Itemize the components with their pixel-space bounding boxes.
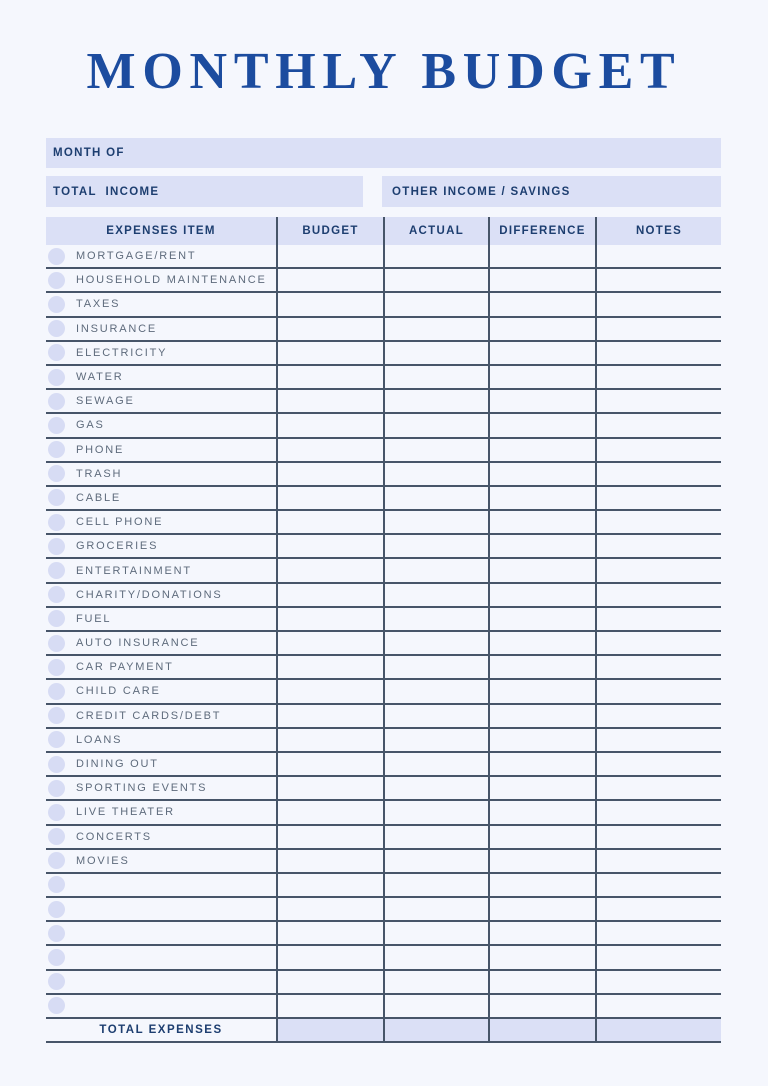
notes-cell [595,293,721,315]
notes-cell [595,874,721,896]
budget-cell [276,680,383,702]
expense-item-cell [46,390,276,412]
expense-row [46,922,721,946]
budget-cell [276,995,383,1017]
budget-cell [276,342,383,364]
notes-cell [595,922,721,944]
actual-cell [383,729,488,751]
budget-cell [276,245,383,267]
bullet-circle-icon [48,441,65,458]
expense-item-cell [46,801,276,823]
bullet-circle-icon [48,538,65,555]
bullet-circle-icon [48,659,65,676]
notes-cell [595,656,721,678]
bullet-circle-icon [48,901,65,918]
difference-cell [488,753,595,775]
difference-cell [488,245,595,267]
budget-cell [276,801,383,823]
difference-cell [488,777,595,799]
notes-cell [595,342,721,364]
total-expenses-label: TOTAL EXPENSES [99,1024,223,1036]
expense-row [46,511,721,535]
bullet-circle-icon [48,731,65,748]
bullet-circle-icon [48,828,65,845]
notes-cell [595,971,721,993]
expense-item-label: MORTGAGE/RENT [76,250,197,263]
expense-item-cell [46,559,276,581]
expense-item-label: MOVIES [76,854,130,867]
expense-row [46,874,721,898]
notes-cell [595,245,721,267]
difference-cell [488,511,595,533]
bullet-circle-icon [48,949,65,966]
budget-cell [276,971,383,993]
actual-cell [383,511,488,533]
bullet-circle-icon [48,756,65,773]
budget-cell [276,705,383,727]
actual-cell [383,632,488,654]
difference-cell [488,826,595,848]
actual-cell [383,414,488,436]
expense-item-label: SPORTING EVENTS [76,782,208,795]
expense-row [46,971,721,995]
bullet-circle-icon [48,876,65,893]
notes-cell [595,414,721,436]
budget-cell [276,366,383,388]
expense-item-cell [46,995,276,1017]
notes-cell [595,753,721,775]
bullet-circle-icon [48,514,65,531]
expense-row [46,995,721,1019]
budget-cell [276,269,383,291]
expense-row [46,898,721,922]
bullet-circle-icon [48,707,65,724]
difference-cell [488,850,595,872]
budget-cell [276,584,383,606]
expense-item-cell [46,729,276,751]
difference-cell [488,632,595,654]
expense-item-cell [46,656,276,678]
header-actual: ACTUAL [383,217,488,245]
difference-cell [488,390,595,412]
actual-cell [383,390,488,412]
table-header-row [46,217,721,245]
bullet-circle-icon [48,925,65,942]
expense-item-cell [46,898,276,920]
notes-cell [595,826,721,848]
expense-row [46,656,721,680]
expense-row [46,680,721,704]
budget-cell [276,946,383,968]
difference-cell [488,801,595,823]
actual-cell [383,535,488,557]
budget-cell [276,293,383,315]
expense-row [46,245,721,269]
budget-cell [276,559,383,581]
expense-item-cell [46,705,276,727]
actual-cell [383,680,488,702]
bullet-circle-icon [48,586,65,603]
content-area [46,138,721,1043]
header-expenses-item: EXPENSES ITEM [106,225,216,237]
notes-cell [595,729,721,751]
notes-cell [595,366,721,388]
bullet-circle-icon [48,369,65,386]
actual-cell [383,656,488,678]
expense-item-label: WATER [76,371,124,384]
notes-cell [595,995,721,1017]
month-of-field [46,138,721,168]
actual-cell [383,439,488,461]
budget-cell [276,753,383,775]
expense-item-cell [46,439,276,461]
total-difference-cell [488,1019,595,1041]
expense-item-cell [46,826,276,848]
actual-cell [383,487,488,509]
actual-cell [383,801,488,823]
expense-row [46,753,721,777]
difference-cell [488,414,595,436]
expense-row [46,463,721,487]
total-budget-cell [276,1019,383,1041]
bullet-circle-icon [48,344,65,361]
bullet-circle-icon [48,635,65,652]
budget-cell [276,729,383,751]
difference-cell [488,293,595,315]
notes-cell [595,608,721,630]
budget-cell [276,511,383,533]
difference-cell [488,995,595,1017]
actual-cell [383,318,488,340]
actual-cell [383,995,488,1017]
notes-cell [595,584,721,606]
expense-row [46,946,721,970]
income-fields-row [46,176,721,207]
expense-row [46,342,721,366]
actual-cell [383,826,488,848]
header-notes: NOTES [595,217,721,245]
difference-cell [488,656,595,678]
expense-row [46,826,721,850]
notes-cell [595,559,721,581]
difference-cell [488,971,595,993]
header-difference: DIFFERENCE [488,217,595,245]
expense-item-cell [46,922,276,944]
notes-cell [595,318,721,340]
actual-cell [383,584,488,606]
budget-cell [276,463,383,485]
budget-cell [276,656,383,678]
expense-row [46,366,721,390]
difference-cell [488,366,595,388]
budget-cell [276,777,383,799]
expense-item-label: ENTERTAINMENT [76,564,192,577]
expense-item-label: DINING OUT [76,758,159,771]
difference-cell [488,559,595,581]
bullet-circle-icon [48,997,65,1014]
actual-cell [383,922,488,944]
actual-cell [383,971,488,993]
expense-item-cell [46,293,276,315]
bullet-circle-icon [48,393,65,410]
expense-row [46,293,721,317]
table-body [46,245,721,1019]
expense-item-cell [46,487,276,509]
expense-row [46,269,721,293]
notes-cell [595,269,721,291]
page-title: MONTHLY BUDGET [86,43,682,100]
notes-cell [595,632,721,654]
expense-item-cell [46,584,276,606]
notes-cell [595,487,721,509]
actual-cell [383,608,488,630]
difference-cell [488,535,595,557]
notes-cell [595,463,721,485]
budget-cell [276,390,383,412]
expense-item-label: CHILD CARE [76,685,161,698]
actual-cell [383,293,488,315]
expense-item-cell [46,874,276,896]
expense-item-label: AUTO INSURANCE [76,637,200,650]
bullet-circle-icon [48,417,65,434]
difference-cell [488,680,595,702]
bullet-circle-icon [48,780,65,797]
budget-cell [276,826,383,848]
actual-cell [383,342,488,364]
notes-cell [595,705,721,727]
other-income-savings-field [382,176,721,207]
total-income-field [46,176,363,207]
expense-item-cell [46,318,276,340]
budget-cell [276,608,383,630]
bullet-circle-icon [48,465,65,482]
actual-cell [383,850,488,872]
notes-cell [595,801,721,823]
bullet-circle-icon [48,272,65,289]
expense-item-cell [46,535,276,557]
expense-row [46,729,721,753]
expense-item-label: TRASH [76,467,123,480]
expense-row [46,439,721,463]
notes-cell [595,511,721,533]
expense-item-cell [46,777,276,799]
total-income-label: TOTAL INCOME [53,185,160,198]
actual-cell [383,898,488,920]
expense-row [46,584,721,608]
month-of-label: MONTH OF [53,147,125,159]
difference-cell [488,608,595,630]
actual-cell [383,245,488,267]
notes-cell [595,439,721,461]
difference-cell [488,439,595,461]
expense-item-label: PHONE [76,443,125,456]
difference-cell [488,729,595,751]
difference-cell [488,898,595,920]
budget-cell [276,850,383,872]
actual-cell [383,753,488,775]
actual-cell [383,874,488,896]
notes-cell [595,680,721,702]
bullet-circle-icon [48,489,65,506]
actual-cell [383,463,488,485]
expense-item-label: CHARITY/DONATIONS [76,588,223,601]
expense-row [46,487,721,511]
notes-cell [595,535,721,557]
expense-row [46,777,721,801]
notes-cell [595,898,721,920]
expense-item-label: FUEL [76,612,112,625]
expense-row [46,535,721,559]
budget-cell [276,414,383,436]
expense-row [46,632,721,656]
expense-item-label: CABLE [76,491,122,504]
notes-cell [595,946,721,968]
expense-item-cell [46,608,276,630]
expense-row [46,414,721,438]
expense-item-cell [46,753,276,775]
expense-item-cell [46,366,276,388]
expense-row [46,850,721,874]
bullet-circle-icon [48,804,65,821]
expense-item-label: LOANS [76,733,123,746]
difference-cell [488,584,595,606]
notes-cell [595,777,721,799]
expense-row [46,608,721,632]
difference-cell [488,269,595,291]
expense-item-label: TAXES [76,298,121,311]
expense-item-label: CREDIT CARDS/DEBT [76,709,222,722]
expense-item-cell [46,511,276,533]
difference-cell [488,342,595,364]
difference-cell [488,874,595,896]
actual-cell [383,946,488,968]
expense-row [46,390,721,414]
notes-cell [595,850,721,872]
expense-row [46,559,721,583]
expense-row [46,801,721,825]
budget-cell [276,632,383,654]
budget-cell [276,898,383,920]
difference-cell [488,463,595,485]
bullet-circle-icon [48,852,65,869]
budget-cell [276,874,383,896]
expense-item-cell [46,463,276,485]
other-income-savings-label: OTHER INCOME / SAVINGS [392,185,571,198]
notes-cell [595,390,721,412]
budget-cell [276,318,383,340]
expense-item-label: CELL PHONE [76,516,164,529]
expense-item-label: HOUSEHOLD MAINTENANCE [76,274,267,287]
budget-cell [276,922,383,944]
expense-item-cell [46,680,276,702]
expense-item-cell [46,342,276,364]
expense-item-label: SEWAGE [76,395,135,408]
expense-item-cell [46,850,276,872]
bullet-circle-icon [48,683,65,700]
difference-cell [488,487,595,509]
expense-item-label: LIVE THEATER [76,806,175,819]
expense-item-cell [46,245,276,267]
expense-row [46,705,721,729]
expense-item-label: GAS [76,419,105,432]
expenses-table [46,217,721,1043]
difference-cell [488,946,595,968]
actual-cell [383,705,488,727]
bullet-circle-icon [48,248,65,265]
actual-cell [383,269,488,291]
total-expenses-row [46,1019,721,1043]
actual-cell [383,559,488,581]
expense-item-cell [46,946,276,968]
expense-item-label: CAR PAYMENT [76,661,174,674]
header-budget: BUDGET [276,217,383,245]
expense-row [46,318,721,342]
difference-cell [488,318,595,340]
expense-item-label: ELECTRICITY [76,346,168,359]
total-notes-cell [595,1019,721,1041]
difference-cell [488,922,595,944]
bullet-circle-icon [48,973,65,990]
bullet-circle-icon [48,320,65,337]
expense-item-cell [46,632,276,654]
bullet-circle-icon [48,610,65,627]
actual-cell [383,777,488,799]
expense-item-cell [46,971,276,993]
budget-cell [276,487,383,509]
total-actual-cell [383,1019,488,1041]
bullet-circle-icon [48,562,65,579]
expense-item-label: INSURANCE [76,322,157,335]
bullet-circle-icon [48,296,65,313]
actual-cell [383,366,488,388]
expense-item-cell [46,269,276,291]
budget-cell [276,439,383,461]
expense-item-label: GROCERIES [76,540,159,553]
expense-item-cell [46,414,276,436]
budget-cell [276,535,383,557]
expense-item-label: CONCERTS [76,830,152,843]
difference-cell [488,705,595,727]
